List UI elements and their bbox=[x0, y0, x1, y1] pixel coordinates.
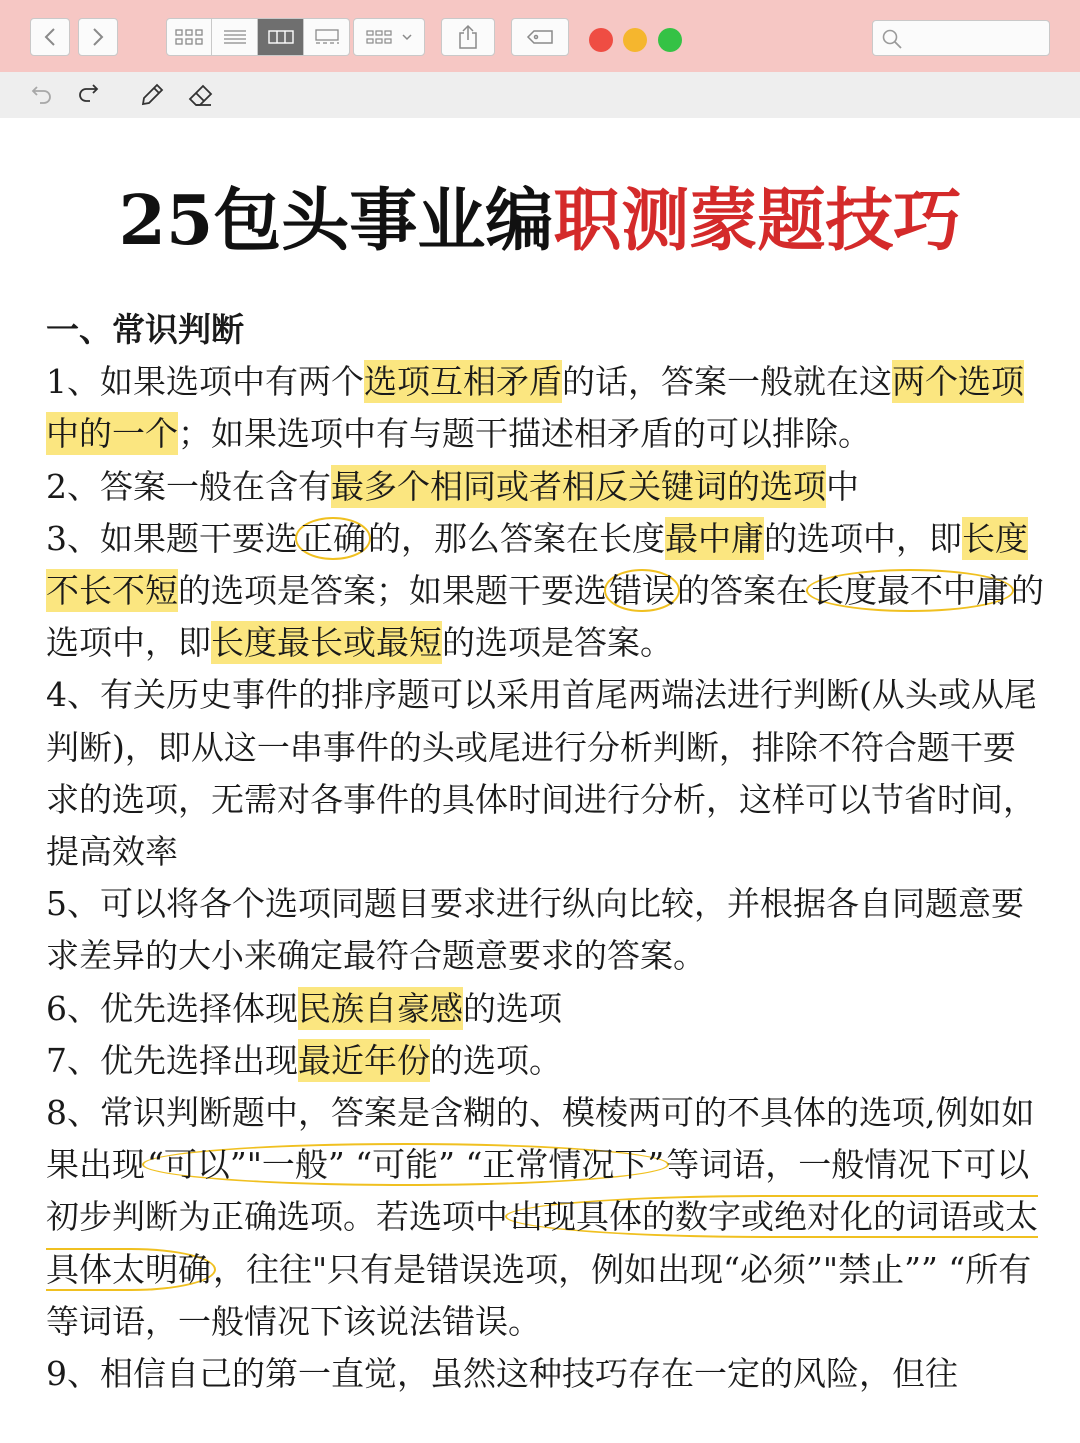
list-icon bbox=[222, 28, 248, 46]
body-text: 的答案在 bbox=[677, 571, 809, 611]
app-toolbar bbox=[0, 0, 1080, 73]
body-text: 的选项。 bbox=[430, 1040, 562, 1080]
circled-text: 错误 bbox=[604, 569, 680, 612]
list-item-number: 6、 bbox=[46, 988, 100, 1028]
list-item-number: 8、 bbox=[46, 1093, 100, 1133]
circled-text: 长度最不中庸 bbox=[806, 569, 1014, 612]
share-icon bbox=[457, 24, 479, 50]
list-item bbox=[46, 983, 1046, 1035]
body-text: 的话，答案一般就在这 bbox=[562, 362, 892, 402]
pencil-icon[interactable] bbox=[139, 80, 165, 108]
chevron-left-icon bbox=[43, 27, 57, 47]
body-text: 的选项中，即 bbox=[46, 571, 1044, 663]
view-columns-button[interactable] bbox=[258, 18, 304, 56]
close-window-dot[interactable] bbox=[589, 28, 613, 52]
highlighted-text: 长度不长不短 bbox=[46, 518, 1028, 611]
list-item bbox=[46, 513, 1046, 670]
circled-text: “可以”"一般” “可能” “正常情况下” bbox=[142, 1143, 669, 1186]
columns-icon bbox=[267, 28, 295, 46]
chevron-right-icon bbox=[91, 27, 105, 47]
redo-icon[interactable] bbox=[76, 80, 100, 106]
body-text: 中 bbox=[826, 466, 859, 506]
list-item bbox=[46, 878, 1046, 982]
body-text: 优先选择出现 bbox=[100, 1040, 298, 1080]
tag-icon bbox=[525, 28, 555, 46]
body-text: 的选项中，即 bbox=[764, 518, 962, 558]
search-icon bbox=[881, 28, 903, 50]
highlighted-text: 最中庸 bbox=[665, 518, 764, 558]
list-item-number: 5、 bbox=[46, 884, 100, 924]
share-button[interactable] bbox=[441, 18, 495, 56]
minimize-window-dot[interactable] bbox=[623, 28, 647, 52]
tag-button[interactable] bbox=[511, 18, 569, 56]
section-heading: 一、常识判断 bbox=[46, 310, 244, 349]
document-title bbox=[0, 176, 1080, 266]
grid-icon bbox=[174, 28, 204, 46]
circled-text: 正确 bbox=[295, 517, 371, 560]
view-gallery-button[interactable] bbox=[304, 18, 350, 56]
tips-list bbox=[46, 356, 1046, 1400]
list-item bbox=[46, 669, 1046, 878]
document-body bbox=[46, 304, 1046, 1400]
highlighted-text: 两个选项中的一个 bbox=[46, 362, 1024, 454]
arrange-dropdown-button[interactable] bbox=[353, 18, 425, 56]
arrange-grid-icon bbox=[365, 28, 395, 46]
highlighted-text: 最多个相同或者相反关键词的选项 bbox=[331, 466, 826, 506]
undo-icon[interactable] bbox=[30, 80, 54, 106]
list-item-number: 2、 bbox=[46, 466, 100, 506]
body-text: 的选项是答案。 bbox=[442, 623, 673, 663]
view-mode-segmented-control bbox=[166, 18, 350, 56]
title-highlight: 职测蒙题技巧 bbox=[553, 181, 962, 261]
body-text: 的，那么答案在长度 bbox=[368, 518, 665, 558]
search-input[interactable] bbox=[872, 20, 1050, 56]
body-text: 有关历史事件的排序题可以采用首尾两端法进行判断(从头或从尾判断)，即从这一串事件的头或尾进行分析判断，排除不符合题干要求的选项，无需对各事件的具体时间进行分析，这样可以节省时间，提高效率 bbox=[46, 675, 1037, 872]
title-prefix: 25包头事业编 bbox=[118, 181, 554, 261]
view-grid-button[interactable] bbox=[166, 18, 212, 56]
gallery-icon bbox=[313, 28, 341, 46]
list-item bbox=[46, 1087, 1046, 1348]
list-item bbox=[46, 1035, 1046, 1087]
body-text: 可以将各个选项同题目要求进行纵向比较，并根据各自同题意要求差异的大小来确定最符合题意要求的答案。 bbox=[46, 884, 1024, 976]
list-item-number: 3、 bbox=[46, 518, 100, 558]
body-text: 相信自己的第一直觉，虽然这种技巧存在一定的风险，但往 bbox=[100, 1354, 958, 1394]
list-item bbox=[46, 1348, 1046, 1400]
maximize-window-dot[interactable] bbox=[658, 28, 682, 52]
view-list-button[interactable] bbox=[212, 18, 258, 56]
highlighted-text: 最近年份 bbox=[298, 1040, 430, 1080]
body-text: 等词语，一般情况下可以初步判断为正确选项。若选项中 bbox=[46, 1145, 1030, 1237]
highlighted-text: 长度最长或最短 bbox=[211, 623, 442, 663]
forward-button[interactable] bbox=[78, 18, 118, 56]
list-item-number: 4、 bbox=[46, 675, 100, 715]
list-item bbox=[46, 461, 1046, 513]
body-text: 常识判断题中，答案是含糊的、模棱两可的不具体的选项,例如如果出现 bbox=[46, 1093, 1035, 1185]
body-text: 的选项 bbox=[463, 988, 562, 1028]
highlighted-text: 民族自豪感 bbox=[298, 988, 463, 1028]
eraser-icon[interactable] bbox=[187, 80, 215, 108]
body-text: ，往往"只有是错误选项，例如出现“必须”"禁止”” “所有等词语，一般情况下该说法错误。 bbox=[46, 1249, 1032, 1341]
list-item-number: 7、 bbox=[46, 1040, 100, 1080]
list-item bbox=[46, 356, 1046, 460]
body-text: 优先选择体现 bbox=[100, 988, 298, 1028]
body-text: 答案一般在含有 bbox=[100, 466, 331, 506]
chevron-down-icon bbox=[401, 32, 413, 42]
highlighted-text: 选项互相矛盾 bbox=[364, 362, 562, 402]
body-text: 如果选项中有两个 bbox=[100, 362, 364, 402]
circled-text: 出现具体的数字或绝对化的词语或太具体太明确 bbox=[46, 1197, 1038, 1289]
body-text: 如果题干要选 bbox=[100, 518, 298, 558]
body-text: 的选项是答案；如果题干要选 bbox=[178, 571, 607, 611]
list-item-number: 1、 bbox=[46, 362, 100, 402]
list-item-number: 9、 bbox=[46, 1354, 100, 1394]
back-button[interactable] bbox=[30, 18, 70, 56]
body-text: ；如果选项中有与题干描述相矛盾的可以排除。 bbox=[178, 414, 871, 454]
